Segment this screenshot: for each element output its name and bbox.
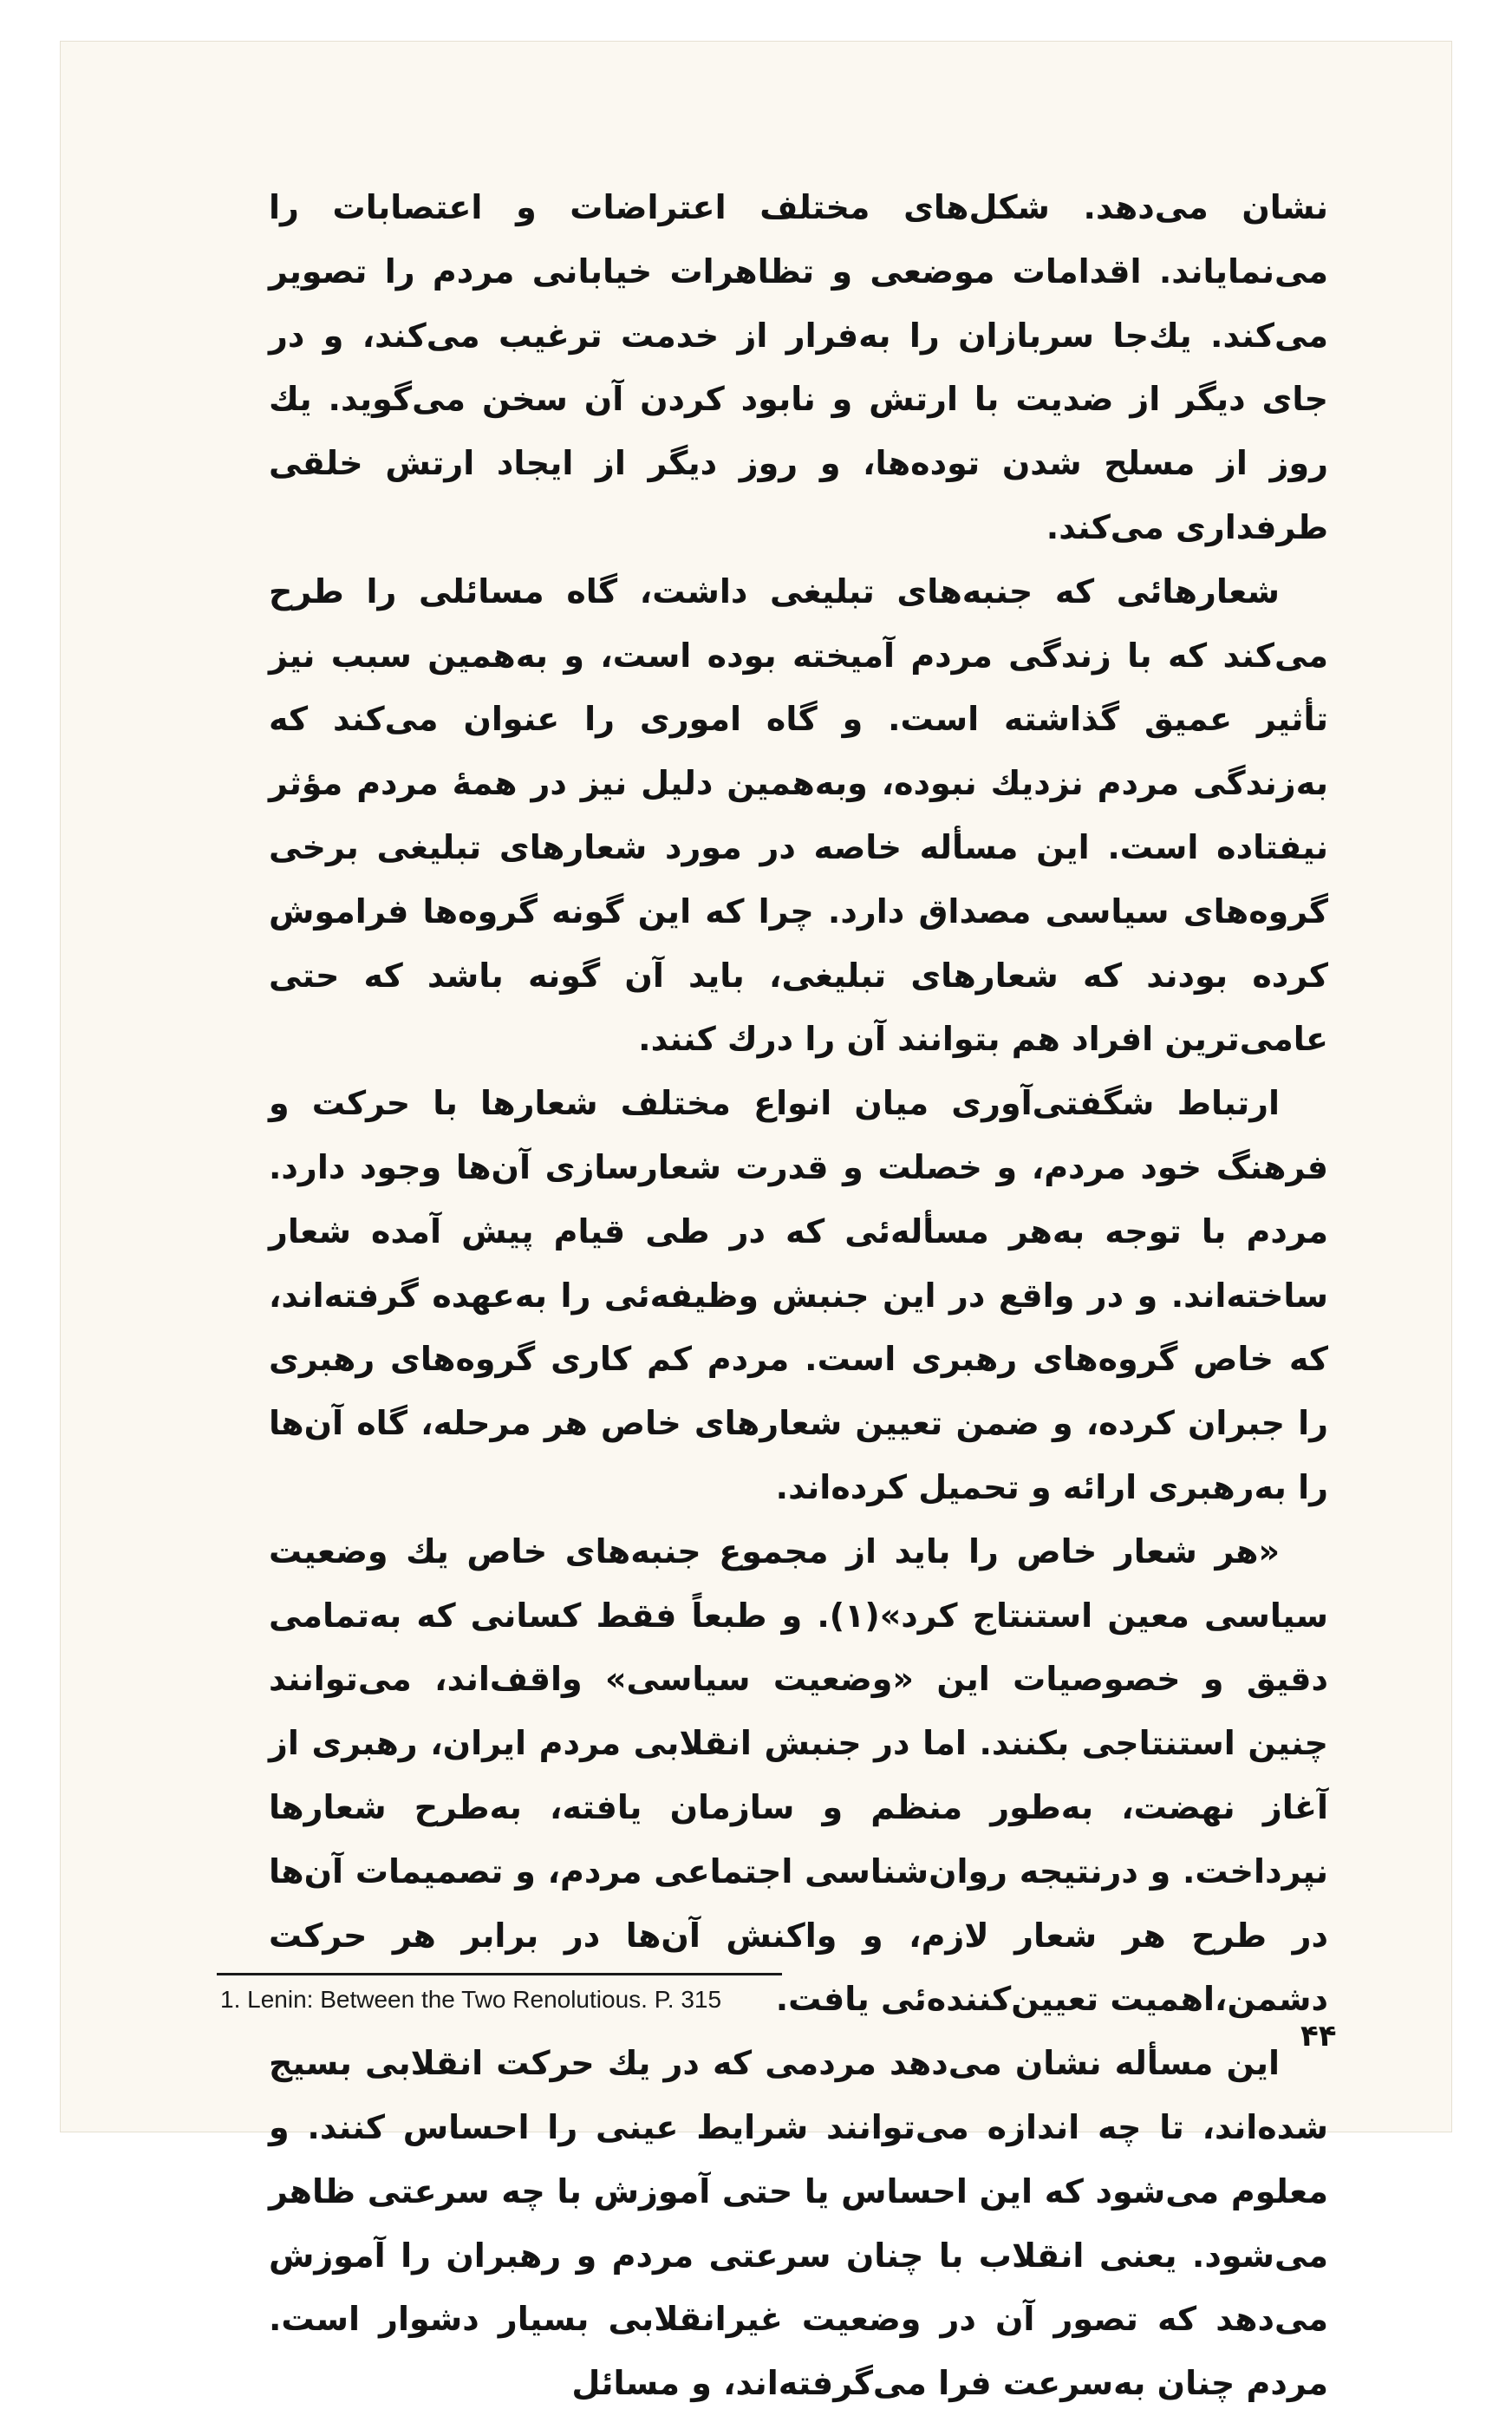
paragraph-3: ارتباط شگفتی‌آوری میان انواع مختلف شعارها با حرکت و فرهنگ خود مردم، و خصلت و قدرت شعارسازی آن‌ها وجود دارد. مردم با توجه به‌هر مسأله‌ئی که در طی قیام پیش آمده شعار ساخته‌اند. و در واقع در این جنبش وظیفه‌ئی را به‌عهده گرفته‌اند، که خاص گروه‌های رهبری است. مردم کم کاری گروه‌های رهبری را جبران کرده، و ضمن تعیین شعارهای خاص هر مرحله، گاه آن‌ها را به‌رهبری ارائه و تحمیل کرده‌اند. [269, 1084, 1328, 1506]
footnote-divider [217, 1973, 782, 1975]
body-text [269, 176, 1328, 2416]
page-sheet [61, 42, 1451, 2403]
paragraph-5: این مسأله نشان می‌دهد مردمی که در یك حرکت انقلابی بسیج شده‌اند، تا چه اندازه می‌توانند شرایط عینی را احساس کنند. و معلوم می‌شود که این احساس یا حتی آموزش با چه سرعتی ظاهر می‌شود. یعنی انقلاب با چنان سرعتی مردم و رهبران را آموزش می‌دهد که تصور آن در وضعیت غیرانقلابی بسیار دشوار است. مردم چنان به‌سرعت فرا می‌گرفته‌اند، و مسائل [269, 2044, 1328, 2403]
paragraph-4: «هر شعار خاص را باید از مجموع جنبه‌های خاص یك وضعیت سیاسی معین استنتاج کرد»(۱). و طبعاً فقط کسانی که به‌تمامی دقیق و خصوصیات این «وضعیت سیاسی» واقف‌اند، می‌توانند چنین استنتاجی بکنند. اما در جنبش انقلابی مردم ایران، رهبری از آغاز نهضت، به‌طور منظم و سازمان یافته، به‌طرح شعارها نپرداخت. و درنتیجه روان‌شناسی اجتماعی مردم، و تصمیمات آن‌ها در طرح هر شعار لازم، و واکنش آن‌ها در برابر هر حرکت دشمن،اهمیت تعیین‌کننده‌ئی یافت. [269, 1531, 1328, 2019]
paragraph-2: شعارهائی که جنبه‌های تبلیغی داشت، گاه مسائلی را طرح می‌کند که با زندگی مردم آمیخته بوده است، و به‌همین سبب نیز تأثیر عمیق گذاشته است. و گاه اموری را عنوان می‌کند که به‌زندگی مردم نزدیك نبوده، وبه‌همین دلیل نیز در همهٔ مردم مؤثر نیفتاده است. این مسأله خاصه در مورد شعارهای تبلیغی برخی گروه‌های سیاسی مصداق دارد. چرا که این گونه گروه‌ها فراموش کرده بودند که شعارهای تبلیغی، باید آن گونه باشد که حتی عامی‌ترین افراد هم بتوانند آن را درك کنند. [269, 571, 1328, 1059]
page-number: ۴۴ [1300, 2019, 1337, 2054]
footnote: 1. Lenin: Between the Two Renolutious. P. 315 [220, 1986, 722, 2013]
paragraph-1: نشان می‌دهد. شکل‌های مختلف اعتراضات و اعتصابات را می‌نمایاند. اقدامات موضعی و تظاهرات خیابانی مردم را تصویر می‌کند. یك‌جا سربازان را به‌فرار از خدمت ترغیب می‌کند، و در جای دیگر از ضدیت با ارتش و نابود کردن آن سخن می‌گوید. یك روز از مسلح شدن توده‌ها، و روز دیگر از ایجاد ارتش خلقی طرفداری می‌کند. [269, 188, 1328, 546]
